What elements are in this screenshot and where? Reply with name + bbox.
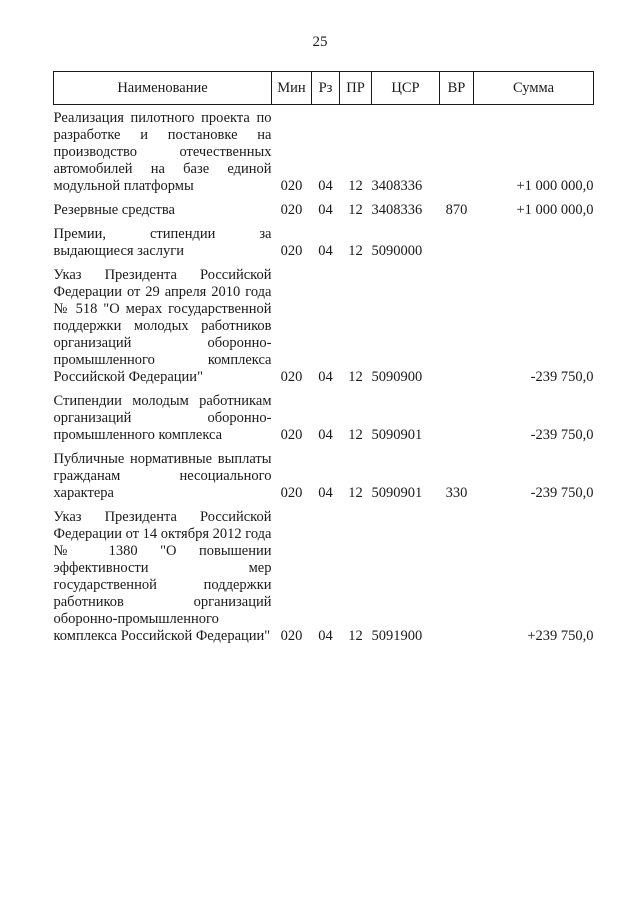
row-name: Реализация пилотного проекта по разработке и постановке на производство отечественных автомобилей на базе единой модульной платформы bbox=[53, 110, 272, 194]
row-vr: 330 bbox=[445, 485, 468, 501]
row-min: 020 bbox=[280, 628, 303, 644]
row-vr bbox=[440, 387, 474, 445]
row-pr: 12 bbox=[348, 243, 363, 259]
row-name: Публичные нормативные выплаты гражданам несоциального характера bbox=[53, 451, 272, 501]
row-pr: 12 bbox=[348, 202, 363, 218]
row-csr: 5091900 bbox=[371, 628, 423, 644]
row-min: 020 bbox=[280, 178, 303, 194]
header-csr: ЦСР bbox=[372, 72, 440, 105]
row-sum: +1 000 000,0 bbox=[516, 202, 594, 218]
row-min: 020 bbox=[280, 427, 303, 443]
row-pr: 12 bbox=[348, 485, 363, 501]
row-pr: 12 bbox=[348, 427, 363, 443]
row-sum: +1 000 000,0 bbox=[516, 178, 594, 194]
row-name: Резервные средства bbox=[53, 202, 175, 218]
row-sum: +239 750,0 bbox=[527, 628, 594, 644]
row-vr bbox=[440, 261, 474, 387]
row-rz: 04 bbox=[318, 243, 333, 259]
header-vr: ВР bbox=[440, 72, 474, 105]
row-rz: 04 bbox=[318, 178, 333, 194]
row-sum: -239 750,0 bbox=[530, 485, 594, 501]
row-name: Указ Президента Российской Федерации от 14 октября 2012 года № 1380 "О повышении эффективности мер государственной поддержки работников организаций оборонно-промышленного комплекса Российской Федерации" bbox=[53, 509, 272, 644]
row-min: 020 bbox=[280, 202, 303, 218]
row-sum: -239 750,0 bbox=[530, 369, 594, 385]
row-csr: 3408336 bbox=[371, 202, 423, 218]
row-csr: 3408336 bbox=[371, 178, 423, 194]
row-sum: -239 750,0 bbox=[530, 427, 594, 443]
table-row bbox=[54, 503, 594, 646]
row-min: 020 bbox=[280, 369, 303, 385]
header-min: Мин bbox=[272, 72, 312, 105]
row-pr: 12 bbox=[348, 369, 363, 385]
table-header-row bbox=[54, 72, 594, 105]
row-name: Стипендии молодым работникам организаций оборонно-промышленного комплекса bbox=[53, 393, 272, 443]
header-pr: ПР bbox=[340, 72, 372, 105]
header-sum: Сумма bbox=[474, 72, 594, 105]
row-name: Указ Президента Российской Федерации от 29 апреля 2010 года № 518 "О мерах государственной поддержки молодых работников организаций оборонно-промышленного комплекса Российской Федерации" bbox=[53, 267, 272, 385]
table-body bbox=[54, 105, 594, 647]
table-row bbox=[54, 445, 594, 503]
row-vr bbox=[440, 105, 474, 197]
row-rz: 04 bbox=[318, 369, 333, 385]
row-name: Премии, стипендии за выдающиеся заслуги bbox=[53, 226, 272, 259]
row-vr: 870 bbox=[445, 202, 468, 218]
budget-table bbox=[53, 71, 594, 646]
row-csr: 5090901 bbox=[371, 485, 423, 501]
table-row bbox=[54, 387, 594, 445]
row-min: 020 bbox=[280, 243, 303, 259]
row-csr: 5090901 bbox=[371, 427, 423, 443]
page-number: 25 bbox=[312, 34, 328, 50]
row-csr: 5090000 bbox=[371, 243, 423, 259]
row-sum bbox=[474, 220, 594, 261]
row-rz: 04 bbox=[318, 427, 333, 443]
header-rz: Рз bbox=[312, 72, 340, 105]
row-rz: 04 bbox=[318, 485, 333, 501]
row-rz: 04 bbox=[318, 628, 333, 644]
table-row bbox=[54, 220, 594, 261]
table-row bbox=[54, 261, 594, 387]
table-row bbox=[54, 196, 594, 220]
row-rz: 04 bbox=[318, 202, 333, 218]
row-min: 020 bbox=[280, 485, 303, 501]
row-csr: 5090900 bbox=[371, 369, 423, 385]
table-row bbox=[54, 105, 594, 197]
row-pr: 12 bbox=[348, 178, 363, 194]
row-vr bbox=[440, 220, 474, 261]
header-name: Наименование bbox=[54, 72, 272, 105]
row-vr bbox=[440, 503, 474, 646]
row-pr: 12 bbox=[348, 628, 363, 644]
